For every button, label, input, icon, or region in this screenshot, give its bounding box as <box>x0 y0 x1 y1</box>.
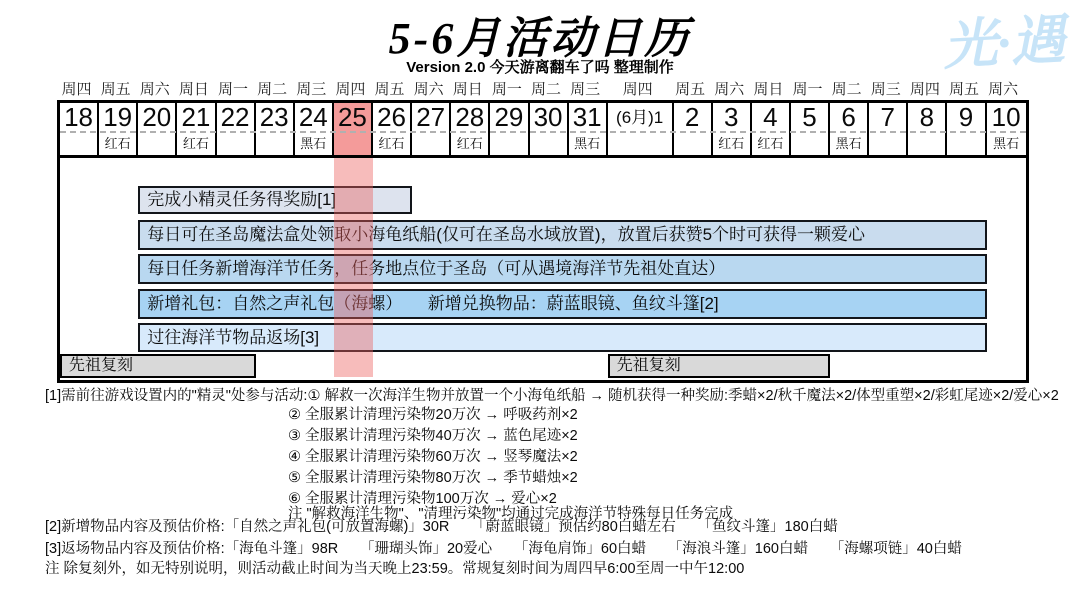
date-number: 23 <box>259 102 289 132</box>
stone-label: 黑石 <box>835 136 862 151</box>
stone-label: 红石 <box>718 136 745 151</box>
weekday-label: 周日 <box>452 81 483 98</box>
day-cell-29 <box>490 103 529 155</box>
date-number: 19 <box>103 102 133 132</box>
date-number: (6月)1 <box>616 108 664 127</box>
page-subtitle: Version 2.0 今天游离翻车了吗 整理制作 <box>406 59 674 76</box>
date-number: 6 <box>841 102 856 132</box>
day-cell-24 <box>295 103 334 155</box>
date-number: 4 <box>763 102 778 132</box>
footnote-line: ③ 全服累计清理污染物40万次 → 蓝色尾迹×2 <box>288 428 578 444</box>
footnote-line: ② 全服累计清理污染物20万次 → 呼吸药剂×2 <box>288 407 578 423</box>
ancestor-rerun-bar: 先祖复刻 <box>608 354 830 378</box>
footnote-line: [2]新增物品内容及预估价格:「自然之声礼包(可放置海螺)」30R 「蔚蓝眼镜」预估约80白蜡左右 「鱼纹斗篷」180白蜡 <box>45 519 838 535</box>
date-number: 20 <box>142 102 172 132</box>
stone-label: 红石 <box>104 136 131 151</box>
weekday-label: 周六 <box>139 81 170 98</box>
weekday-label: 周一 <box>218 81 249 98</box>
day-cell-4 <box>752 103 791 155</box>
activity-bar: 新增礼包：自然之声礼包（海螺） 新增兑换物品：蔚蓝眼镜、鱼纹斗篷[2] <box>138 289 986 319</box>
activity-bar: 每日任务新增海洋节任务，任务地点位于圣岛（可从遇境海洋节先祖处直达） <box>138 254 986 284</box>
stone-label: 红石 <box>378 136 405 151</box>
day-cell-10 <box>987 103 1026 155</box>
date-number: 7 <box>880 102 895 132</box>
date-row-separator <box>60 155 1026 158</box>
calendar-gantt-table <box>57 100 1029 383</box>
stone-label: 黑石 <box>300 136 327 151</box>
weekday-label: 周二 <box>531 81 562 98</box>
day-cell-27 <box>412 103 451 155</box>
weekday-label: 周二 <box>257 81 288 98</box>
footnote-line: [1]需前往游戏设置内的"精灵"处参与活动:① 解救一次海洋生物并放置一个小海龟纸船 → 随机获得一种奖励:季蜡×2/秋千魔法×2/体型重塑×2/彩虹尾迹×2/爱心×2 <box>45 388 1059 404</box>
day-cell-6 <box>830 103 869 155</box>
date-number: 10 <box>991 102 1021 132</box>
day-cell-8 <box>908 103 947 155</box>
date-number: 31 <box>572 102 602 132</box>
activity-bar: 完成小精灵任务得奖励[1] <box>138 186 412 214</box>
date-number: 28 <box>455 102 485 132</box>
day-cell-28 <box>451 103 490 155</box>
weekday-label: 周一 <box>491 81 522 98</box>
footnote-line: [3]返场物品内容及预估价格:「海龟斗篷」98R 「珊瑚头饰」20爱心 「海龟肩饰」60白蜡 「海浪斗篷」160白蜡 「海螺项链」40白蜡 <box>45 541 962 557</box>
stone-label: 黑石 <box>574 136 601 151</box>
day-cell-30 <box>530 103 569 155</box>
weekday-label: 周四 <box>622 81 653 98</box>
weekday-label: 周五 <box>374 81 405 98</box>
weekday-label: 周五 <box>675 81 706 98</box>
weekday-label: 周六 <box>714 81 745 98</box>
date-number: 22 <box>220 102 250 132</box>
stone-label: 黑石 <box>993 136 1020 151</box>
weekday-label: 周四 <box>909 81 940 98</box>
day-cell-18 <box>60 103 99 155</box>
weekday-label: 周日 <box>178 81 209 98</box>
footnote-line: 注 除复刻外，如无特别说明，则活动截止时间为当天晚上23:59。常规复刻时间为周四早6:00至周一中午12:00 <box>45 561 745 577</box>
stone-divider-dashed-line <box>60 131 1026 133</box>
day-cell-25 <box>334 103 373 155</box>
sky-game-logo: 光·遇 <box>941 9 1066 77</box>
date-number: 18 <box>64 102 94 132</box>
weekday-label: 周六 <box>988 81 1019 98</box>
date-number: 3 <box>724 102 739 132</box>
date-number: 29 <box>494 102 524 132</box>
date-number: 27 <box>416 102 446 132</box>
footnote-line: 注 "解救海洋生物"、"清理污染物"均通过完成海洋节特殊每日任务完成 <box>288 506 734 522</box>
day-cell-19 <box>99 103 138 155</box>
day-cell-5 <box>791 103 830 155</box>
day-cell-(6月)1 <box>608 103 674 155</box>
date-number: 21 <box>181 102 211 132</box>
day-cell-7 <box>869 103 908 155</box>
date-number: 5 <box>802 102 817 132</box>
day-cell-23 <box>256 103 295 155</box>
day-cell-3 <box>713 103 752 155</box>
date-number: 26 <box>377 102 407 132</box>
weekday-label: 周五 <box>100 81 131 98</box>
date-number: 24 <box>298 102 328 132</box>
weekday-label: 周二 <box>831 81 862 98</box>
day-cell-9 <box>947 103 986 155</box>
day-cell-21 <box>177 103 216 155</box>
date-number: 9 <box>958 102 974 132</box>
stone-label: 红石 <box>456 136 483 151</box>
weekday-label: 周三 <box>870 81 901 98</box>
day-cell-22 <box>217 103 256 155</box>
weekday-label: 周四 <box>335 81 366 98</box>
day-cell-31 <box>569 103 608 155</box>
day-cell-20 <box>138 103 177 155</box>
weekday-label: 周四 <box>61 81 92 98</box>
page-title: 5-6月活动日历 <box>388 14 692 63</box>
stone-label: 红石 <box>182 136 209 151</box>
day-cell-26 <box>373 103 412 155</box>
ancestor-rerun-bar: 先祖复刻 <box>60 354 256 378</box>
weekday-label: 周三 <box>296 81 327 98</box>
footnote-line: ⑤ 全服累计清理污染物80万次 → 季节蜡烛×2 <box>288 470 578 486</box>
date-number: 8 <box>919 102 935 132</box>
weekday-label: 周三 <box>570 81 601 98</box>
footnote-line: ⑥ 全服累计清理污染物100万次 → 爱心×2 <box>288 491 557 507</box>
stone-label: 红石 <box>757 136 784 151</box>
date-number: 2 <box>684 102 700 132</box>
date-number: 25 <box>337 102 367 132</box>
day-cell-2 <box>674 103 713 155</box>
date-number: 30 <box>533 102 563 132</box>
weekday-label: 周日 <box>753 81 784 98</box>
activity-bar: 每日可在圣岛魔法盒处领取小海龟纸船(仅可在圣岛水域放置)，放置后获赞5个时可获得一颗爱心 <box>138 220 986 250</box>
weekday-label: 周五 <box>948 81 979 98</box>
weekday-label: 周一 <box>792 81 823 98</box>
activity-bar: 过往海洋节物品返场[3] <box>138 323 986 352</box>
footnote-line: ④ 全服累计清理污染物60万次 → 竖琴魔法×2 <box>288 449 578 465</box>
weekday-label: 周六 <box>413 81 444 98</box>
